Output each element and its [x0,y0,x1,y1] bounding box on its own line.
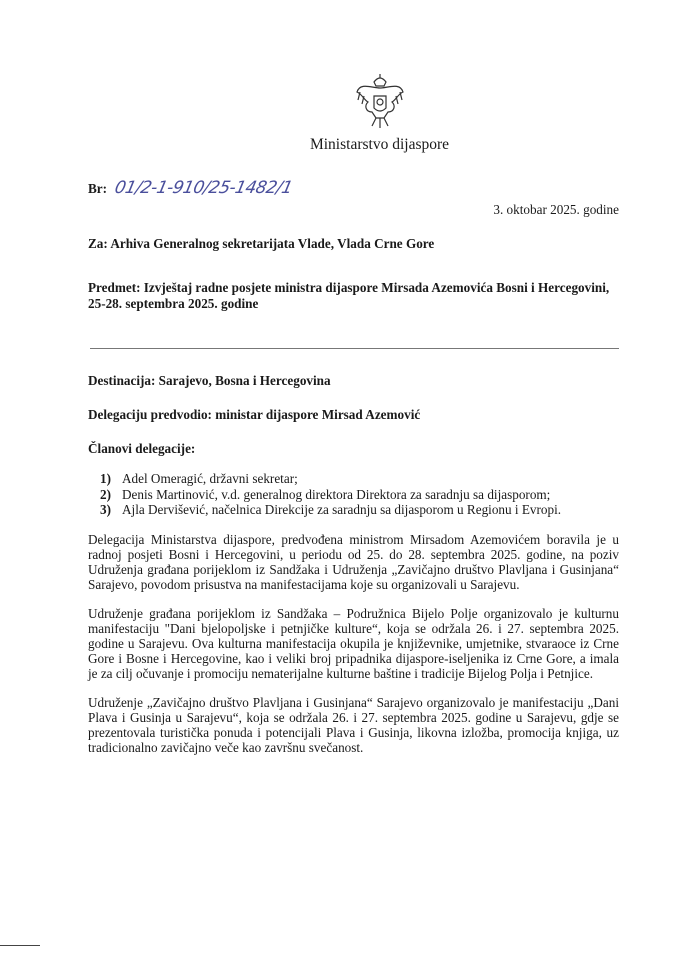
separator-line [90,348,619,349]
members-list [88,471,619,518]
paragraph-line: posjeti Bosni i Hercegovini, u periodu od 25. do 28. septembra 2025. godine, na poziv Udruženja građana [88,546,620,577]
footnote-separator [0,945,40,946]
member-text: Denis Martinović, v.d. generalnog direktora Direktora za saradnju sa dijasporom; [122,486,551,502]
paragraph-line: zavičajno veče kao završnu svečanost. [160,739,364,755]
list-number: 2) [100,486,111,502]
recipient: Za: Arhiva Generalnog sekretarijata Vlade, Vlada Crne Gore [88,236,435,251]
coat-of-arms-emblem [354,72,406,130]
paragraph-line: Udruženje „Zavičajno društvo Plavljana i Gusinjana“ Sarajevo organizovalo je manifestaciju „Dani Plava [88,694,619,725]
list-number: 3) [100,502,111,517]
paragraph-line: Delegacija Ministarstva dijaspore, predvođena ministrom Mirsadom Azemovićem boravila je u radnoj [88,531,619,562]
members-heading: Članovi delegacije: [88,441,196,456]
paragraph-line: Hercegovine, kao i veliki broj pripadnika dijaspore-iseljenika iz Crne Gore, a imala je za cilj očuvanje i [88,650,619,681]
member-text: Adel Omeragić, državni sekretar; [122,471,298,486]
delegation-lead: Delegaciju predvodio: ministar dijaspore Mirsad Azemović [88,407,421,422]
document-date: 3. oktobar 2025. godine [493,202,619,217]
subject-line: Predmet: Izvještaj radne posjete ministra dijaspore Mirsada Azemovića Bosni i Hercegovini, 25-28. [88,280,610,311]
paragraph-line: turistička ponuda i potencijali Plava i Gusinja, likovna izložba, promocija knjiga, uz tradicionalno [88,724,619,755]
body-paragraph-1 [88,532,619,592]
body-paragraph-2 [88,606,619,681]
document-number-row [88,178,619,198]
body-paragraph-3 [88,695,619,755]
paragraph-line: Udruženje građana porijeklom iz Sandžaka – Podružnica Bijelo Polje organizovalo je kulturnu [88,605,619,621]
paragraph-line: i Gusinja u Sarajevu“, koja se održala 26. i 27. septembra 2025. godine u Sarajevu, gdje se prezentovala [88,709,620,740]
paragraph-line: promociju nematerijalne kulturne baštine i tradicije Bijelog Polja i Petnjice. [193,665,594,681]
destination: Destinacija: Sarajevo, Bosna i Hercegovina [88,373,331,388]
subject-line: septembra 2025. godine [125,296,259,311]
member-item [100,487,619,503]
member-item [100,502,619,518]
member-item [100,471,619,487]
paragraph-line: Sarajevu. Ova kulturna manifestacija okupila je književnike, umjetnike, stvaraoce iz Crne Gore i Bosne i [88,635,619,666]
list-number: 1) [100,471,111,486]
paragraph-line: manifestaciju "Dani bjelopoljske i petnjičke kulture“, koja se održala 26. i 27. septembra 2025. godine u [88,620,619,651]
document-number-label: Br: [88,181,108,196]
subject [88,280,619,312]
crest-container [88,72,619,130]
document-number-handwritten: 01/2-1-910/25-1482/1 [112,178,295,198]
paragraph-line: prisustva na manifestacijama koje su organizovali u Sarajevu. [193,576,520,592]
ministry-name: Ministarstvo dijaspore [309,136,450,153]
member-text: Ajla Dervišević, načelnica Direkcije za saradnju sa dijasporom u Regionu i Evropi. [122,502,562,517]
paragraph-line: porijeklom iz Sandžaka i Udruženja „Zavičajno društvo Plavljana i Gusinjana“ Sarajevo, povodom [88,561,620,592]
